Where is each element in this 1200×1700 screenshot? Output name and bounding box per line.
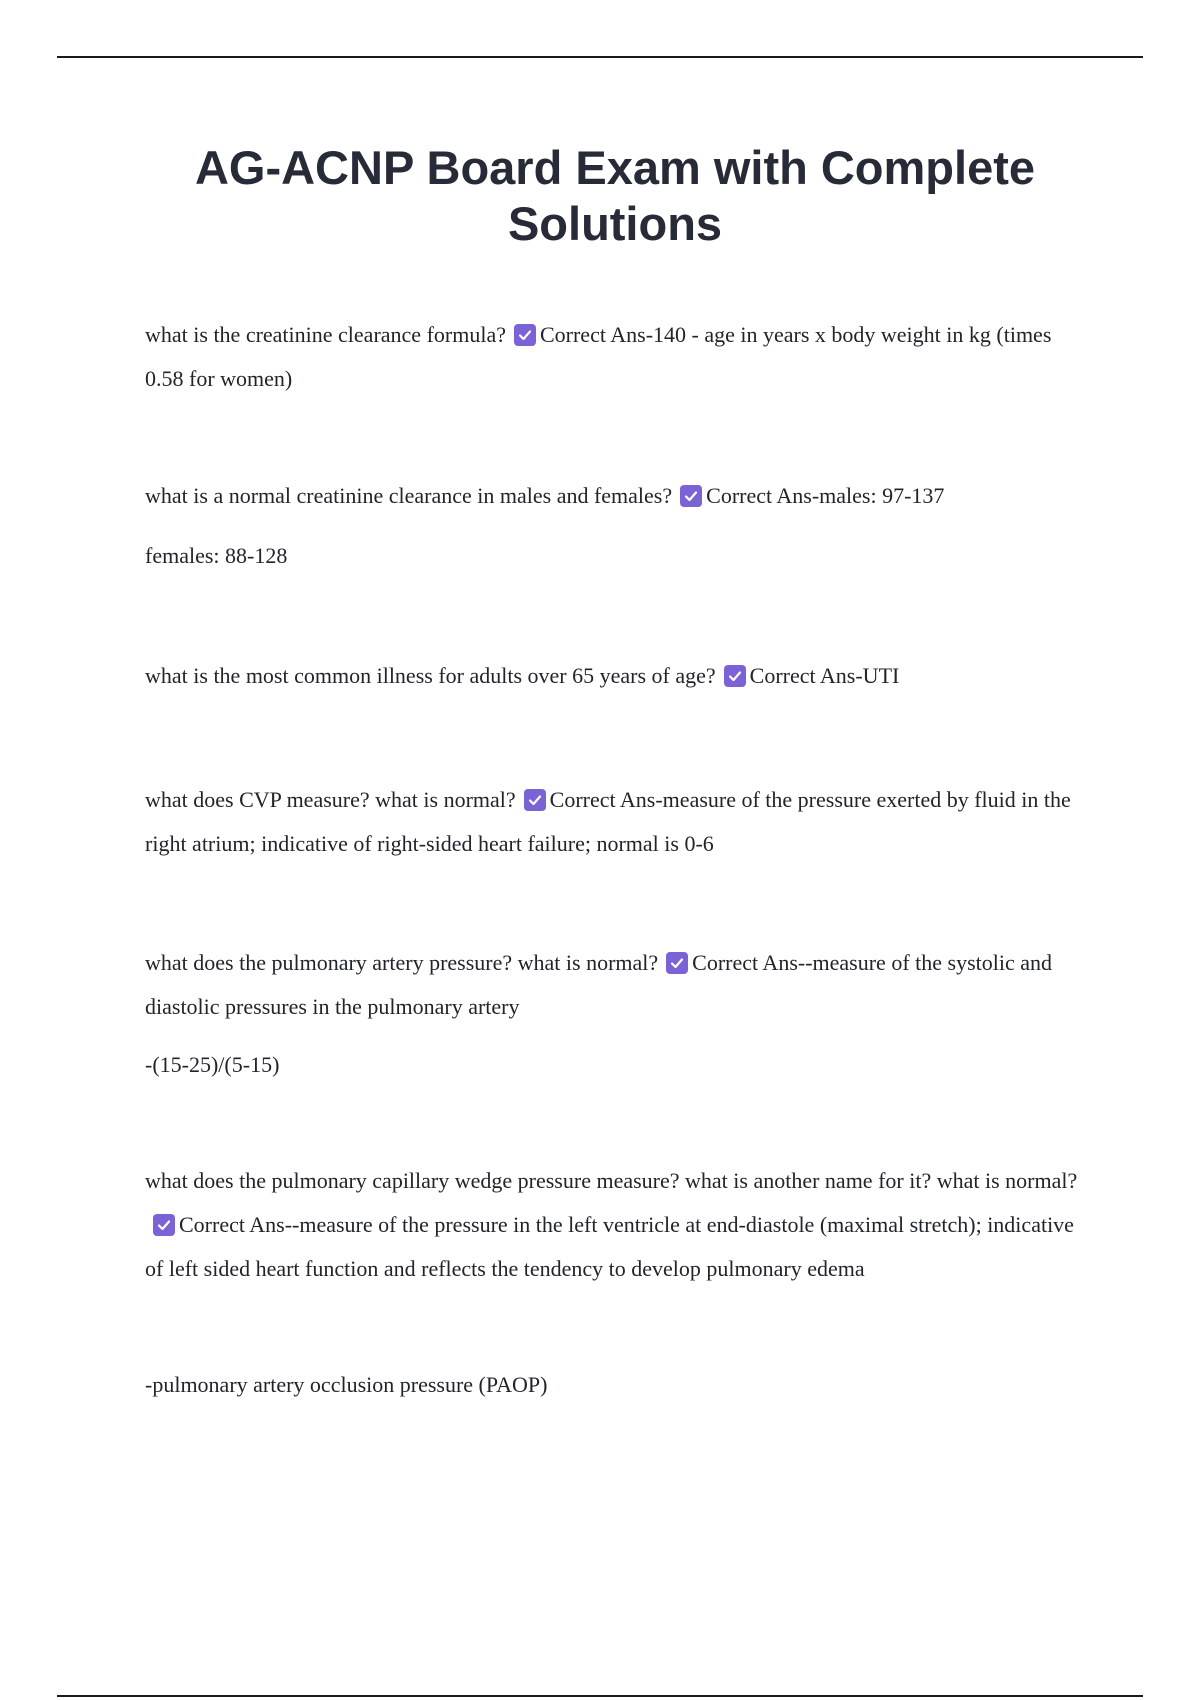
check-box-icon [680, 485, 702, 507]
question-text: what does the pulmonary artery pressure? what is normal? [145, 950, 659, 975]
answer-continuation: -(15-25)/(5-15) [145, 1052, 280, 1077]
check-box-icon [514, 324, 536, 346]
check-box-icon [153, 1214, 175, 1236]
question-text: what is a normal creatinine clearance in males and females? [145, 483, 673, 508]
qa-item [145, 654, 1095, 698]
top-rule [57, 56, 1143, 58]
check-box-icon [666, 952, 688, 974]
qa-item [145, 778, 1095, 866]
question-text: what is the most common illness for adults over 65 years of age? [145, 663, 716, 688]
qa-item [145, 313, 1095, 401]
answer-continuation: -pulmonary artery occlusion pressure (PAOP) [145, 1372, 548, 1397]
answer-continuation: females: 88-128 [145, 543, 288, 568]
check-box-icon [524, 789, 546, 811]
answer-text: Correct Ans-140 - age in years x body weight in kg (times 0.58 for women) [145, 322, 1052, 391]
answer-text: Correct Ans--measure of the pressure in the left ventricle at end-diastole (maximal stretch); indicative of left sided heart function and reflects the tendency to develop pulmonary edema [145, 1212, 1074, 1281]
answer-text: Correct Ans-measure of the pressure exerted by fluid in the right atrium; indicative of right-sided heart failure; normal is 0-6 [145, 787, 1071, 856]
document-title: AG-ACNP Board Exam with Complete Solutions [194, 141, 1036, 250]
question-text: what does the pulmonary capillary wedge pressure measure? what is another name for it? what is normal? [145, 1168, 1078, 1193]
answer-text: Correct Ans-UTI [749, 663, 900, 688]
bottom-rule [57, 1695, 1143, 1697]
qa-item [145, 1159, 1095, 1407]
answer-text: Correct Ans--measure of the systolic and diastolic pressures in the pulmonary artery [145, 950, 1053, 1019]
check-box-icon [724, 665, 746, 687]
question-text: what does CVP measure? what is normal? [145, 787, 516, 812]
qa-item [145, 474, 1095, 578]
question-text: what is the creatinine clearance formula? [145, 322, 506, 347]
qa-item [145, 941, 1095, 1087]
answer-text: Correct Ans-males: 97-137 [706, 483, 945, 508]
